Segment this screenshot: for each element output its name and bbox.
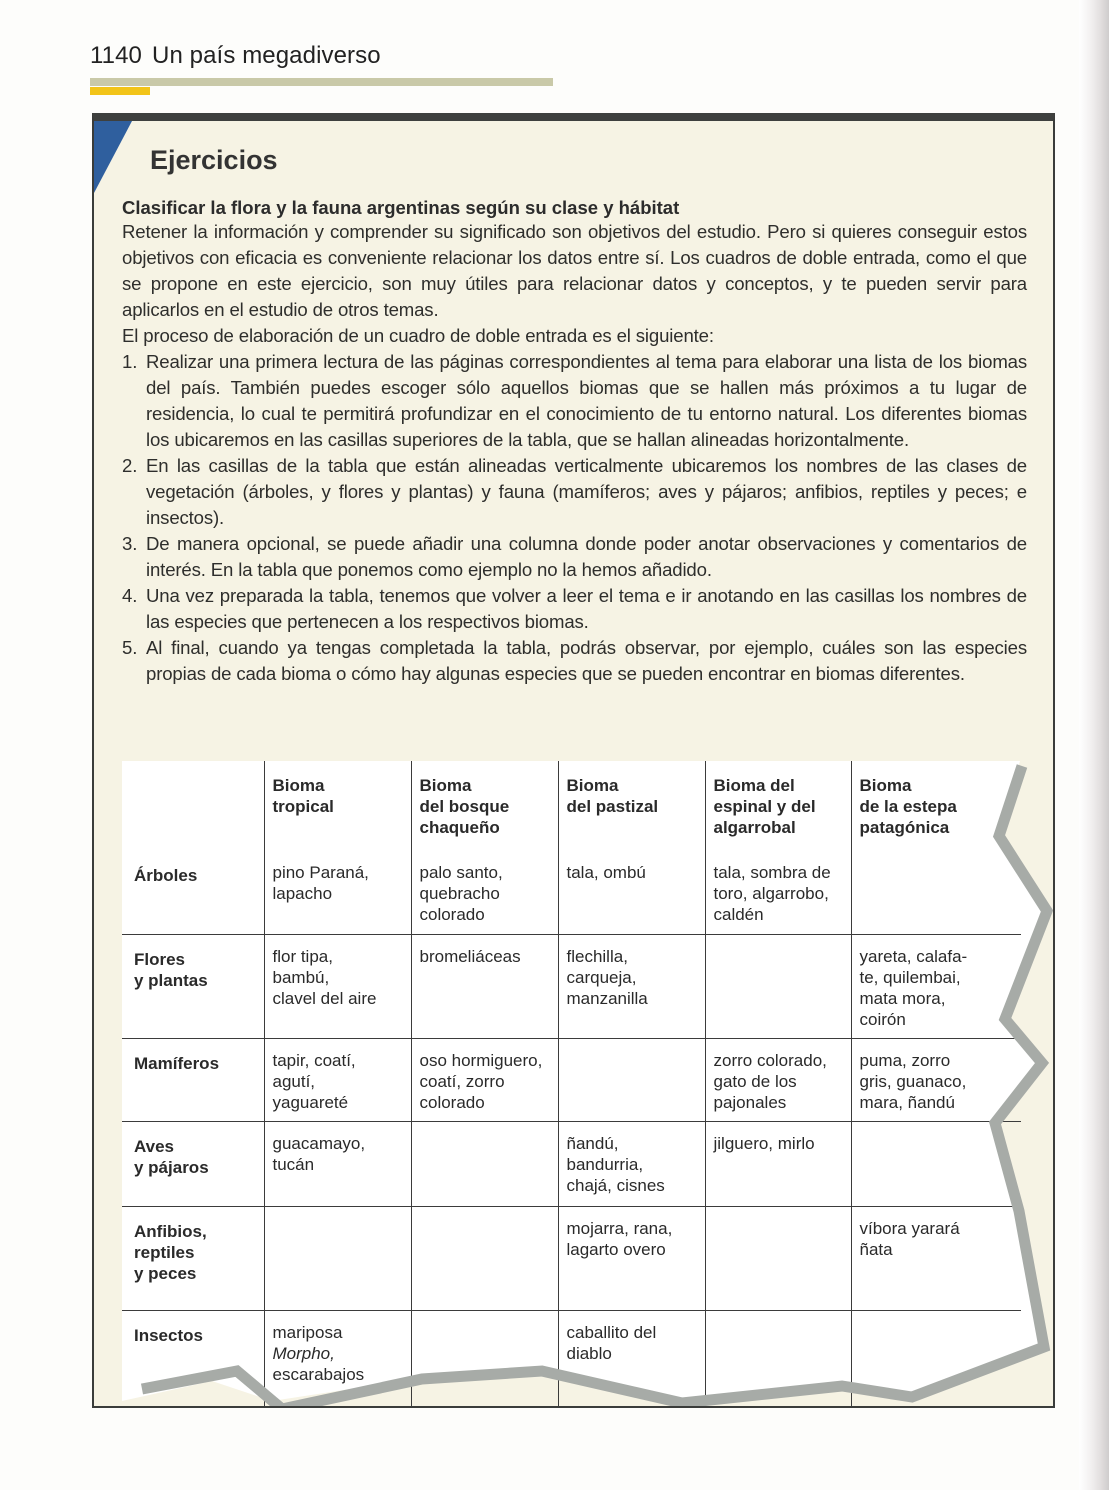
step-item [122, 453, 1027, 531]
table-cell [705, 1121, 851, 1206]
cell-line: carqueja, [566, 967, 637, 987]
cell-line: reptiles [134, 1242, 195, 1262]
row-header [122, 1206, 264, 1310]
cell-line: puma, zorro [859, 1050, 951, 1070]
cell-line: bandurria, [566, 1154, 644, 1174]
cell-line: y pájaros [134, 1157, 209, 1177]
biome-table-area [122, 761, 1055, 1408]
step-text: De manera opcional, se puede añadir una columna donde poder anotar observaciones y comentarios de interés. En la tabla que ponemos como ejemplo no la hemos añadido. [146, 533, 1027, 580]
step-item [122, 349, 1027, 453]
cell-line: caballito del [566, 1322, 657, 1342]
section-title: Un país megadiverso [152, 42, 381, 69]
step-number: 3. [122, 533, 138, 554]
row-header [122, 1038, 264, 1121]
exercise-box [92, 113, 1055, 1408]
page-edge-shadow [1079, 0, 1109, 1490]
table-cell [851, 934, 1021, 1038]
step-number: 2. [122, 455, 138, 476]
cell-line: Mamíferos [134, 1053, 220, 1073]
page-number: 1140 [90, 42, 143, 69]
cell-line: toro, algarrobo, [713, 884, 829, 903]
cell-line: clavel del aire [272, 988, 377, 1008]
cell-line: gato de los [713, 1071, 797, 1091]
table-cell [851, 1121, 1021, 1206]
step-number: 5. [122, 637, 138, 658]
cell-line: Bioma del [713, 776, 795, 795]
process-lead: El proceso de elaboración de un cuadro de doble entrada es el siguiente: [122, 325, 714, 346]
cell-line: tropical [272, 797, 334, 816]
cell-line: coirón [859, 1009, 906, 1029]
column-header [558, 761, 705, 851]
cell-line: diablo [566, 1343, 612, 1363]
cell-line: Bioma [272, 776, 325, 795]
cell-line: gris, guanaco, [859, 1071, 967, 1091]
cell-line: oso hormiguero, [419, 1050, 543, 1070]
table-cell [558, 1310, 705, 1408]
cell-line: zorro colorado, [713, 1050, 827, 1070]
cell-line: chajá, cisnes [566, 1175, 665, 1195]
row-header [122, 1310, 264, 1408]
cell-line: flechilla, [566, 946, 628, 966]
exercise-subtitle: Clasificar la flora y la fauna argentinas según su clase y hábitat [122, 197, 680, 218]
table-cell [558, 1038, 705, 1121]
cell-line: agutí, [272, 1071, 316, 1091]
cell-line: tala, ombú [566, 863, 646, 882]
running-head [90, 42, 381, 70]
cell-line: bambú, [272, 967, 330, 987]
cell-line: yareta, calafa- [859, 946, 968, 966]
table-row [122, 1310, 1021, 1408]
table-cell [264, 934, 411, 1038]
table-corner-cell [122, 761, 264, 851]
cell-line: del pastizal [566, 797, 659, 816]
table-cell [411, 1206, 558, 1310]
cell-line: lapacho [272, 884, 333, 903]
cell-line: Anfibios, [134, 1221, 207, 1241]
step-text: Realizar una primera lectura de las páginas correspondientes al tema para elaborar una lista de los biomas del país. También puedes escoger sólo aquellos biomas que se hallen más próximos a tu lugar de residencia, lo cual te permitirá profundizar en el conocimiento de tu entorno natural. Los diferentes biomas los ubicaremos en las casillas superiores de la tabla, que se hallan alineadas horizontalmente. [146, 351, 1027, 450]
cell-line: colorado [419, 1092, 485, 1112]
column-header [851, 761, 1021, 851]
step-number: 4. [122, 585, 138, 606]
table-cell [851, 1206, 1021, 1310]
table-row [122, 1038, 1021, 1121]
column-header [705, 761, 851, 851]
cell-line: mojarra, rana, [566, 1218, 673, 1238]
table-row [122, 1121, 1021, 1206]
row-header [122, 851, 264, 934]
cell-line: víbora yarará [859, 1218, 960, 1238]
table-cell [411, 851, 558, 934]
cell-line: Árboles [134, 866, 198, 885]
cell-line: Bioma [419, 776, 472, 795]
table-cell [705, 1310, 851, 1408]
cell-line: yaguareté [272, 1092, 349, 1112]
cell-line: Bioma [859, 776, 912, 795]
table-header-row [122, 761, 1021, 851]
cell-line: del bosque [419, 797, 510, 816]
cell-line: patagónica [859, 818, 950, 837]
cell-line: bromeliáceas [419, 946, 521, 966]
table-cell [705, 934, 851, 1038]
column-header [411, 761, 558, 851]
table-cell [558, 934, 705, 1038]
cell-line: caldén [713, 905, 764, 924]
table-cell [558, 1121, 705, 1206]
cell-line: colorado [419, 905, 485, 924]
cell-line: de la estepa [859, 797, 957, 816]
steps-list [122, 349, 1027, 687]
table-cell [264, 1206, 411, 1310]
cell-line: lagarto overo [566, 1239, 666, 1259]
cell-line: guacamayo, [272, 1133, 366, 1153]
table-cell [851, 1310, 1021, 1408]
table-cell [411, 934, 558, 1038]
cell-line: Flores [134, 949, 186, 969]
table-cell [705, 1206, 851, 1310]
step-item [122, 531, 1027, 583]
table-cell [851, 851, 1021, 934]
cell-line: pajonales [713, 1092, 787, 1112]
table-row [122, 934, 1021, 1038]
table-cell [411, 1121, 558, 1206]
cell-line: tucán [272, 1154, 315, 1174]
step-text: Al final, cuando ya tengas completada la tabla, podrás observar, por ejemplo, cuáles son las especies propias de cada bioma o cómo hay algunas especies que se pueden encontrar en biomas diferentes. [146, 637, 1027, 684]
cell-line: flor tipa, [272, 946, 333, 966]
cell-line: Bioma [566, 776, 619, 795]
cell-line: escarabajos [272, 1364, 365, 1384]
cell-line: y plantas [134, 970, 208, 990]
cell-line: mariposa [272, 1322, 343, 1342]
table-row [122, 1206, 1021, 1310]
table-cell [705, 1038, 851, 1121]
step-item [122, 583, 1027, 635]
cell-line: tapir, coatí, [272, 1050, 356, 1070]
table-cell [264, 1310, 411, 1408]
cell-line: Insectos [134, 1325, 203, 1345]
table-cell [411, 1038, 558, 1121]
step-text: En las casillas de la tabla que están alineadas verticalmente ubicaremos los nombres de las clases de vegetación (árboles, y flores y plantas) y fauna (mamíferos; aves y pájaros; anfibios, reptiles y peces; e insectos). [146, 455, 1027, 528]
row-header [122, 934, 264, 1038]
cell-line: te, quilembai, [859, 967, 961, 987]
cell-line: quebracho [419, 884, 500, 903]
header-rule-grey [90, 78, 553, 86]
row-header [122, 1121, 264, 1206]
cell-line: Morpho, [272, 1343, 335, 1363]
box-title: Ejercicios [150, 145, 278, 175]
cell-line: espinal y del [713, 797, 816, 816]
cell-line: jilguero, mirlo [713, 1133, 815, 1153]
table-cell [851, 1038, 1021, 1121]
cell-line: Aves [134, 1136, 175, 1156]
step-text: Una vez preparada la tabla, tenemos que volver a leer el tema e ir anotando en las casillas los nombres de las especies que pertenecen a los respectivos biomas. [146, 585, 1027, 632]
biome-table [122, 761, 1021, 1408]
step-number: 1. [122, 351, 138, 372]
cell-line: tala, sombra de [713, 863, 831, 882]
cell-line: algarrobal [713, 818, 796, 837]
table-cell [264, 851, 411, 934]
table-cell [558, 851, 705, 934]
table-cell [411, 1310, 558, 1408]
cell-line: manzanilla [566, 988, 648, 1008]
table-row [122, 851, 1021, 934]
exercise-body [122, 219, 1027, 687]
header-rule-yellow [90, 87, 150, 95]
cell-line: mata mora, [859, 988, 946, 1008]
cell-line: chaqueño [419, 818, 500, 837]
table-cell [558, 1206, 705, 1310]
intro-paragraph: Retener la información y comprender su significado son objetivos del estudio. Pero si quieres conseguir estos objetivos con eficacia es conveniente relacionar los datos entre sí. Los cuadros de doble entrada, como el que se propone en este ejercicio, son muy útiles para relacionar datos y conceptos, y te pueden servir para aplicarlos en el estudio de otros temas. [122, 221, 1027, 320]
cell-line: ñandú, [566, 1133, 619, 1153]
column-header [264, 761, 411, 851]
cell-line: mara, ñandú [859, 1092, 955, 1112]
cell-line: y peces [134, 1263, 197, 1283]
step-item [122, 635, 1027, 687]
cell-line: coatí, zorro [419, 1071, 505, 1091]
cell-line: pino Paraná, [272, 863, 369, 882]
table-cell [264, 1038, 411, 1121]
cell-line: palo santo, [419, 863, 503, 882]
table-cell [705, 851, 851, 934]
table-cell [264, 1121, 411, 1206]
cell-line: ñata [859, 1239, 893, 1259]
